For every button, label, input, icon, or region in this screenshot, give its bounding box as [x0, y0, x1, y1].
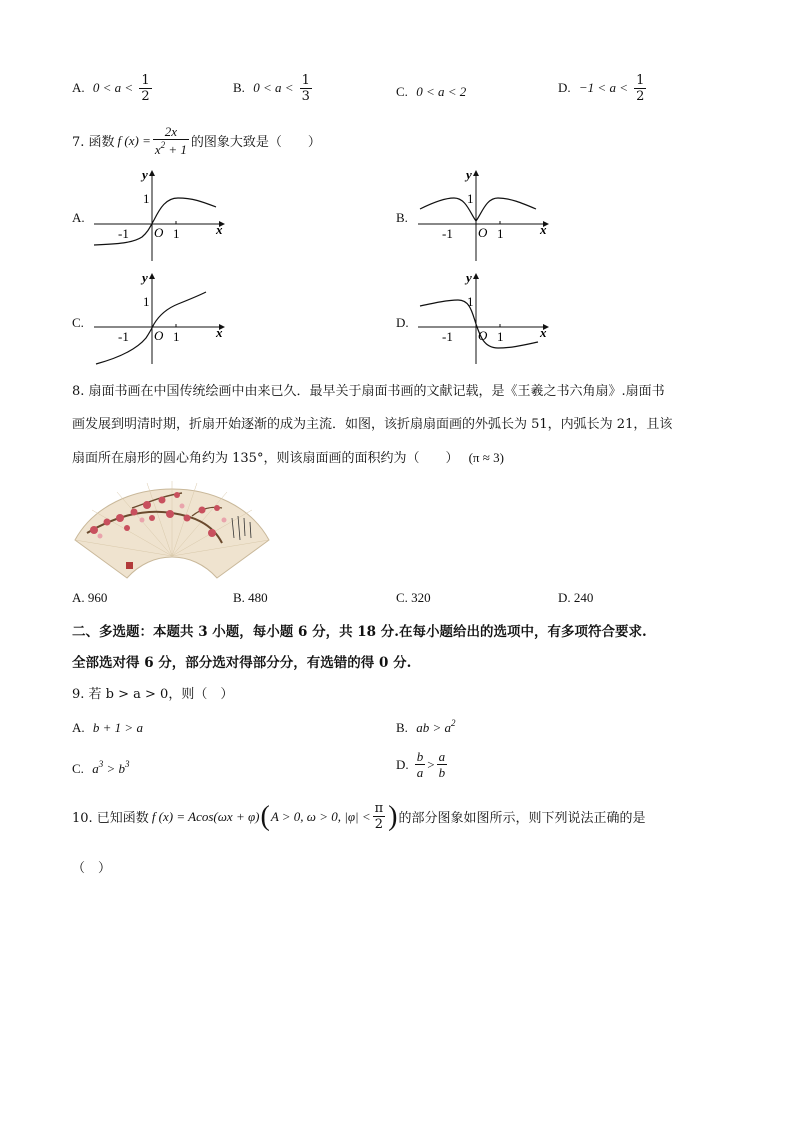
q6-option-d-label: D. [558, 80, 571, 95]
q9-option-b: B. ab > $a^2$ [396, 718, 456, 735]
q10-function: f (x) = Acos(ωx + φ) [151, 808, 260, 824]
neg-one: -1 [118, 226, 129, 241]
y-label: y [466, 270, 472, 285]
q9-option-a-expr: b + 1 > a [92, 720, 143, 735]
q7-graph-c [88, 268, 233, 368]
q7-graph-a-label: A. [72, 210, 85, 225]
q8-option-a: A. 960 [72, 590, 108, 605]
q6-option-b-label: B. [233, 80, 245, 95]
q6-option-d [558, 74, 648, 103]
q10-prefix: 10. 已知函数 [72, 811, 149, 826]
q8-line-1: 8. 扇面书画在中国传统绘画中由来已久．最早关于扇面书画的文献记载，是《王羲之书六角扇》.扇面书 [72, 384, 665, 399]
neg-one: -1 [442, 226, 453, 241]
x-one: 1 [173, 226, 180, 241]
q8-line-3 [72, 447, 504, 466]
x-one: 1 [173, 329, 180, 344]
q6-option-b [233, 74, 314, 103]
q6-option-c [396, 84, 466, 100]
q9-option-d: D. $\frac{b}{a}$ > $\frac{a}{b}$ [396, 749, 446, 780]
q9-option-a: A. b + 1 > a [72, 720, 143, 735]
y-one: 1 [467, 191, 474, 206]
q8-line-3-text: 扇面所在扇形的圆心角约为 135°，则该扇面画的面积约为（ ） [72, 451, 459, 466]
q6-option-d-fraction: $\frac{1}{2}$ [636, 73, 645, 104]
origin: O [478, 225, 488, 240]
q7-graph-d-label: D. [396, 315, 409, 330]
q8-option-c: C. 320 [396, 590, 431, 605]
q9-option-c: C. $a^3 > b^3$ [72, 759, 130, 776]
q8-option-d: D. 240 [558, 590, 594, 605]
fan-painting-image [72, 478, 272, 580]
q6-option-c-label: C. [396, 84, 408, 99]
q10-condition: A > 0, ω > 0, |φ| < [270, 808, 371, 824]
q7-tail: 的图象大致是（ ） [190, 135, 321, 150]
neg-one: -1 [442, 329, 453, 344]
q6-option-a [72, 74, 154, 103]
origin: O [154, 328, 164, 343]
q8-line-2: 画发展到明清时期，折扇开始逐渐的成为主流．如图，该折扇扇面画的外弧长为 51，内弧长为 21，且该 [72, 417, 673, 432]
q7-graph-d [412, 268, 557, 368]
q6-option-b-expr: 0 < a < [253, 80, 294, 95]
q6-option-d-expr: −1 < a < [578, 80, 628, 95]
q7-graph-c-label: C. [72, 315, 84, 330]
y-label: y [142, 270, 148, 285]
q7-graph-b [412, 165, 557, 265]
curve [96, 292, 206, 364]
q7-graph-b-label: B. [396, 210, 408, 225]
origin: O [154, 225, 164, 240]
q7-number: 7. 函数 [72, 135, 115, 150]
curve [420, 198, 536, 221]
q10-tail: 的部分图象如图所示，则下列说法正确的是 [398, 811, 646, 826]
q6-option-a-expr: 0 < a < [92, 80, 134, 95]
q8-pi-note: (π ≈ 3) [468, 450, 504, 465]
q10-stem: 10. 已知函数 f (x) = Acos(ωx + φ) ( A > 0, ω > 0, |φ| < $\frac{\pi}{2}$ ) 的部分图象如图所示，则下列说法正确的是 [72, 800, 646, 832]
section-2-heading-line-1: 二、多选题：本题共 3 小题，每小题 6 分，共 18 分.在每小题给出的选项中，有多项符合要求. [72, 624, 647, 640]
q9-option-d-frac-2: $\frac{a}{b}$ [438, 749, 446, 780]
origin: O [478, 328, 488, 343]
q7-fraction: $\frac{2x}{x^2 + 1}$ [154, 124, 187, 157]
q7-stem [72, 125, 321, 156]
q9-stem: 9. 若 b > a > 0，则（ ） [72, 687, 234, 702]
q6-option-a-label: A. [72, 80, 85, 95]
q6-option-b-fraction: $\frac{1}{3}$ [301, 73, 310, 104]
y-one: 1 [467, 294, 474, 309]
q8-option-b: B. 480 [233, 590, 268, 605]
q7-graph-a [88, 165, 233, 265]
x-label: x [540, 325, 547, 340]
q6-option-c-expr: 0 < a < 2 [416, 84, 467, 99]
x-label: x [216, 325, 223, 340]
q9-option-b-expr: ab > $a^2$ [416, 718, 456, 735]
x-one: 1 [497, 226, 504, 241]
y-label: y [142, 167, 148, 182]
x-label: x [540, 222, 547, 237]
q6-option-a-fraction: $\frac{1}{2}$ [141, 73, 150, 104]
y-one: 1 [143, 191, 150, 206]
q10-condition-fraction: $\frac{\pi}{2}$ [374, 801, 384, 832]
x-one: 1 [497, 329, 504, 344]
y-one: 1 [143, 294, 150, 309]
y-label: y [466, 167, 472, 182]
q7-func: f (x) = [117, 132, 151, 148]
neg-one: -1 [118, 329, 129, 344]
q9-option-d-frac-1: $\frac{b}{a}$ [416, 749, 424, 780]
section-2-heading-line-2: 全部选对得 6 分，部分选对得部分分，有选错的得 0 分. [72, 655, 412, 671]
q9-option-c-expr: $a^3 > b^3$ [92, 759, 130, 776]
x-label: x [216, 222, 223, 237]
q10-paren: （ ） [72, 861, 112, 876]
